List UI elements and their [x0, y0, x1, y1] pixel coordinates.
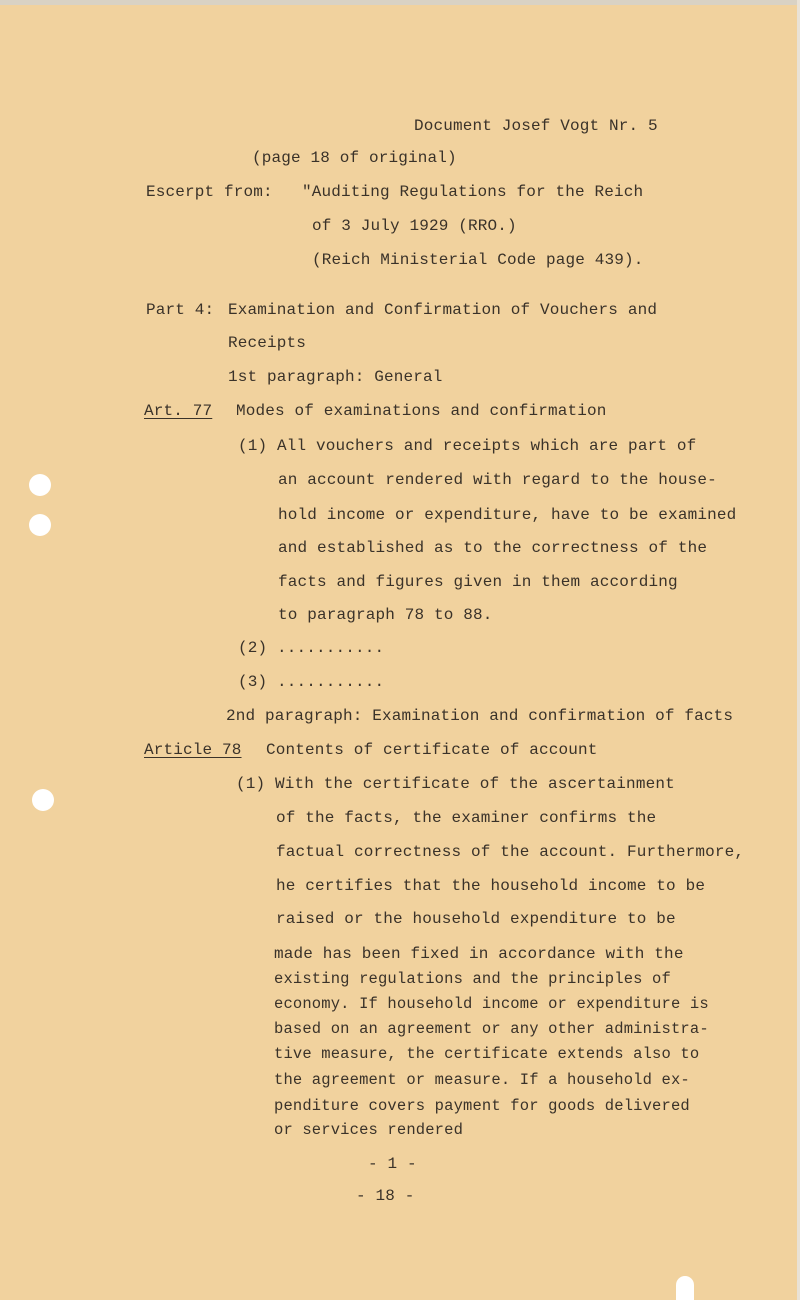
page-note: (page 18 of original) — [252, 149, 457, 167]
part-title-line: Examination and Confirmation of Vouchers and — [228, 301, 658, 319]
article-text-line: to paragraph 78 to 88. — [278, 606, 493, 624]
paper-notch — [676, 1276, 694, 1300]
excerpt-label: Escerpt from: — [146, 183, 273, 201]
article-text-line: he certifies that the household income to be — [276, 877, 706, 895]
original-page-number: - 18 - — [356, 1187, 415, 1205]
excerpt-title-line: (Reich Ministerial Code page 439). — [312, 251, 644, 269]
article-title: Contents of certificate of account — [266, 741, 598, 759]
article-text-line: factual correctness of the account. Furthermore, — [276, 843, 745, 861]
punch-hole — [29, 474, 51, 496]
article-text-line: tive measure, the certificate extends also to — [274, 1045, 700, 1063]
article-title: Modes of examinations and confirmation — [236, 402, 607, 420]
article-item: (2) ........... — [238, 639, 385, 657]
article-label: Art. 77 — [144, 402, 213, 420]
paragraph-heading: 1st paragraph: General — [228, 368, 443, 386]
scan-edge-top — [0, 0, 800, 5]
article-text-line: of the facts, the examiner confirms the — [276, 809, 657, 827]
punch-hole — [29, 514, 51, 536]
article-text-line: (1) All vouchers and receipts which are part of — [238, 437, 697, 455]
part-label: Part 4: — [146, 301, 215, 319]
page-number: - 1 - — [368, 1155, 417, 1173]
article-text-line: penditure covers payment for goods delivered — [274, 1097, 690, 1115]
paragraph-heading: 2nd paragraph: Examination and confirmation of facts — [226, 707, 734, 725]
article-text-line: made has been fixed in accordance with the — [274, 945, 684, 963]
article-item: (3) ........... — [238, 673, 385, 691]
article-text-line: and established as to the correctness of the — [278, 539, 708, 557]
article-text-line: economy. If household income or expenditure is — [274, 995, 709, 1013]
punch-hole — [32, 789, 54, 811]
article-text-line: existing regulations and the principles of — [274, 970, 671, 988]
article-label: Article 78 — [144, 741, 242, 759]
article-text-line: based on an agreement or any other administra- — [274, 1020, 709, 1038]
article-text-line: hold income or expenditure, have to be examined — [278, 506, 737, 524]
article-text-line: an account rendered with regard to the house- — [278, 471, 717, 489]
article-text-line: facts and figures given in them according — [278, 573, 678, 591]
excerpt-title-line: of 3 July 1929 (RRO.) — [312, 217, 517, 235]
article-text-line: raised or the household expenditure to be — [276, 910, 676, 928]
article-text-line: the agreement or measure. If a household ex- — [274, 1071, 690, 1089]
document-reference: Document Josef Vogt Nr. 5 — [414, 117, 658, 135]
excerpt-title-line: "Auditing Regulations for the Reich — [302, 183, 644, 201]
part-title-line: Receipts — [228, 334, 307, 352]
article-text-line: or services rendered — [274, 1121, 464, 1139]
article-text-line: (1) With the certificate of the ascertainment — [236, 775, 675, 793]
